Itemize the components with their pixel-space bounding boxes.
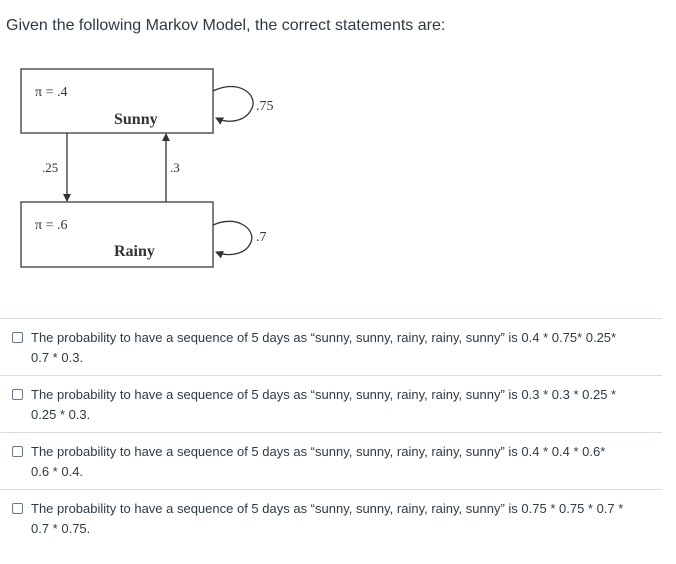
self-loop-label-rainy: .7 [256, 230, 267, 245]
answer-option-2[interactable] [0, 375, 662, 432]
answer-checkbox-2[interactable] [12, 389, 23, 400]
initial-prob-sunny: π = .4 [35, 85, 68, 100]
answer-text-1 [31, 328, 661, 368]
answer-text-2-line1: The probability to have a sequence of 5 days as “sunny, sunny, rainy, rainy, sunny” is 0.3 * 0.3 * 0.25 * [31, 387, 617, 402]
state-label-sunny: Sunny [114, 111, 158, 128]
answer-text-1-line2: 0.7 * 0.3. [31, 350, 84, 365]
answer-text-4 [31, 499, 661, 539]
answer-option-1[interactable] [0, 318, 662, 375]
transition-label-rainy-to-sunny: .3 [170, 160, 180, 175]
state-label-rainy: Rainy [114, 243, 155, 260]
answer-option-3[interactable] [0, 432, 662, 489]
answer-checkbox-3[interactable] [12, 446, 23, 457]
answer-list [0, 318, 662, 546]
answer-checkbox-1[interactable] [12, 332, 23, 343]
answer-text-3 [31, 442, 661, 482]
answer-text-3-line1: The probability to have a sequence of 5 days as “sunny, sunny, rainy, rainy, sunny” is 0.4 * 0.4 * 0.6* [31, 444, 606, 459]
initial-prob-rainy: π = .6 [35, 218, 68, 233]
self-loop-label-sunny: .75 [256, 99, 274, 114]
self-loop-sunny [213, 86, 253, 121]
self-loop-rainy [213, 221, 252, 254]
answer-text-4-line1: The probability to have a sequence of 5 days as “sunny, sunny, rainy, rainy, sunny” is 0.75 * 0.75 * 0.7 * [31, 501, 624, 516]
answer-checkbox-4[interactable] [12, 503, 23, 514]
transition-label-sunny-to-rainy: .25 [42, 160, 59, 175]
answer-text-2-line2: 0.25 * 0.3. [31, 407, 91, 422]
answer-option-4[interactable] [0, 489, 662, 546]
answer-text-4-line2: 0.7 * 0.75. [31, 521, 91, 536]
answer-text-2 [31, 385, 661, 425]
question-prompt: Given the following Markov Model, the correct statements are: [6, 17, 446, 34]
answer-text-3-line2: 0.6 * 0.4. [31, 464, 84, 479]
answer-text-1-line1: The probability to have a sequence of 5 days as “sunny, sunny, rainy, rainy, sunny” is 0.4 * 0.75* 0.25* [31, 330, 617, 345]
